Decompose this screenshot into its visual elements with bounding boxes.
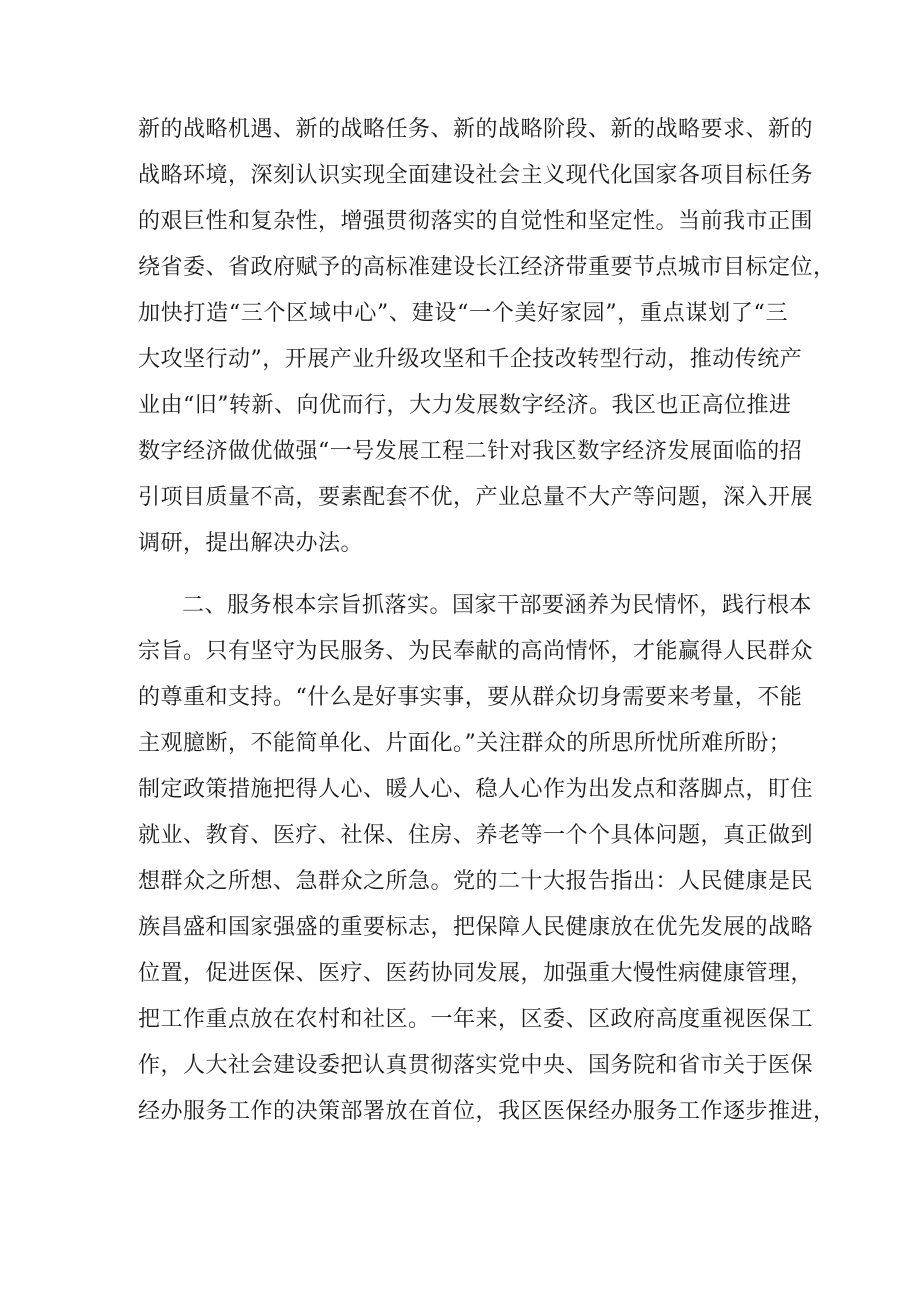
- paragraph-2-line-10: 把工作重点放在农村和社区。一年来，区委、区政府高度重视医保工: [138, 1007, 814, 1032]
- paragraph-1-line-2: 战略环境，深刻认识实现全面建设社会主义现代化国家各项目标任务: [138, 163, 814, 188]
- paragraph-2-line-3: 的尊重和支持。“什么是好事实事，要从群众切身需要来考量，不能: [138, 685, 803, 710]
- paragraph-1-line-3: 的艰巨性和复杂性，增强贯彻落实的自觉性和坚定性。当前我市正围: [138, 209, 814, 234]
- paragraph-2-line-4: 主观臆断，不能简单化、片面化。”关注群众的所思所忧所难所盼；: [138, 731, 792, 756]
- paragraph-2-line-2: 宗旨。只有坚守为民服务、为民奉献的高尚情怀，才能赢得人民群众: [138, 639, 814, 664]
- paragraph-2-line-8: 族昌盛和国家强盛的重要标志，把保障人民健康放在优先发展的战略: [138, 915, 814, 940]
- paragraph-1-line-9: 引项目质量不高，要素配套不优，产业总量不大产等问题，深入开展: [138, 485, 814, 510]
- paragraph-1-line-8: 数字经济做优做强“一号发展工程二针对我区数字经济发展面临的招: [138, 439, 803, 464]
- paragraph-1-line-7: 业由“旧”转新、向优而行，大力发展数字经济。我区也正高位推进: [138, 393, 792, 418]
- paragraph-2-line-12: 经办服务工作的决策部署放在首位，我区医保经办服务工作逐步推进，: [138, 1099, 836, 1124]
- paragraph-1-line-1: 新的战略机遇、新的战略任务、新的战略阶段、新的战略要求、新的: [138, 117, 814, 142]
- paragraph-2-line-6: 就业、教育、医疗、社保、住房、养老等一个个具体问题，真正做到: [138, 823, 814, 848]
- paragraph-2-line-1: 二、服务根本宗旨抓落实。国家干部要涵养为民情怀，践行根本: [182, 593, 813, 618]
- paragraph-2-line-9: 位置，促进医保、医疗、医药协同发展，加强重大慢性病健康管理，: [138, 961, 814, 986]
- paragraph-1-line-6: 大攻坚行动”，开展产业升级攻坚和千企技改转型行动，推动传统产: [138, 347, 803, 372]
- paragraph-2-line-7: 想群众之所想、急群众之所急。党的二十大报告指出：人民健康是民: [138, 869, 814, 894]
- paragraph-1-line-10: 调研，提出解决办法。: [138, 531, 364, 556]
- paragraph-2-line-11: 作，人大社会建设委把认真贯彻落实党中央、国务院和省市关于医保: [138, 1053, 814, 1078]
- paragraph-1-line-5: 加快打造“三个区域中心”、建设“一个美好家园”，重点谋划了“三: [138, 301, 788, 326]
- paragraph-2-line-5: 制定政策措施把得人心、暖人心、稳人心作为出发点和落脚点，盯住: [138, 777, 814, 802]
- paragraph-1-line-4: 绕省委、省政府赋予的高标准建设长江经济带重要节点城市目标定位，: [138, 255, 836, 280]
